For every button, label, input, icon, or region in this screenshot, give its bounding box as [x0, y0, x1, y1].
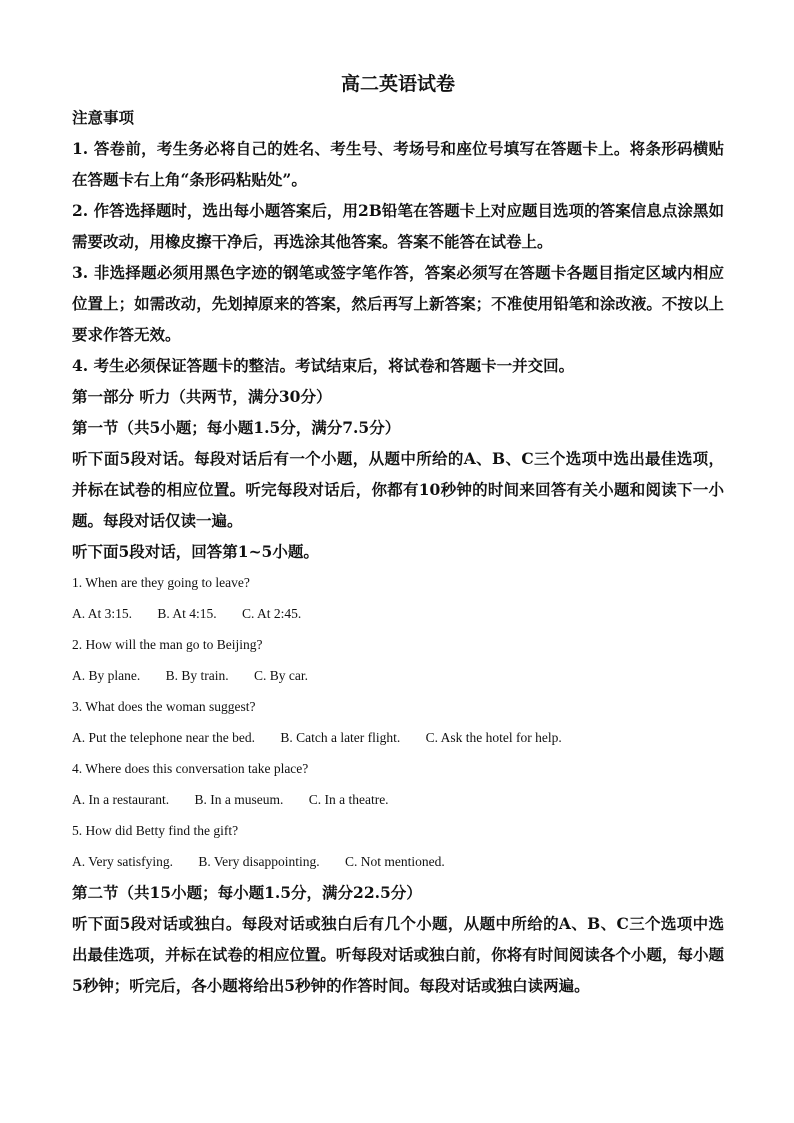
question-4: 4. Where does this conversation take place? — [72, 761, 309, 776]
section1-heading: 第一节（共5小题；每小题1.5分，满分7.5分） — [72, 418, 401, 437]
option-c: C. By car. — [254, 668, 308, 683]
section1-subheading: 听下面5段对话，回答第1~5小题。 — [72, 542, 319, 561]
notice-heading: 注意事项 — [72, 108, 135, 127]
option-a: A. In a restaurant. — [72, 792, 170, 807]
question-4-options — [72, 784, 724, 815]
question-5: 5. How did Betty find the gift? — [72, 823, 239, 838]
option-b: B. At 4:15. — [157, 606, 217, 621]
option-a: A. Very satisfying. — [72, 854, 173, 869]
question-1: 1. When are they going to leave? — [72, 575, 250, 590]
question-1-options — [72, 598, 724, 629]
section2-instructions: 听下面5段对话或独白。每段对话或独白后有几个小题，从题中所给的A、B、C三个选项中选出最佳选项，并标在试卷的相应位置。听每段对话或独白前，你将有时间阅读各个小题，每小题5秒钟；听完后，各小题将给出5秒钟的作答时间。每段对话或独白读两遍。 — [72, 914, 724, 995]
exam-page — [72, 66, 724, 1001]
option-a: A. Put the telephone near the bed. — [72, 730, 255, 745]
option-c: C. In a theatre. — [308, 792, 389, 807]
notice-item-2: 2. 作答选择题时，选出每小题答案后，用2B铅笔在答题卡上对应题目选项的答案信息点涂黑如需要改动，用橡皮擦干净后，再选涂其他答案。答案不能答在试卷上。 — [72, 201, 724, 251]
option-b: B. In a museum. — [194, 792, 284, 807]
question-5-options — [72, 846, 724, 877]
option-b: B. By train. — [165, 668, 229, 683]
option-b: B. Catch a later flight. — [280, 730, 401, 745]
option-b: B. Very disappointing. — [198, 854, 320, 869]
question-2-options — [72, 660, 724, 691]
notice-item-4: 4. 考生必须保证答题卡的整洁。考试结束后，将试卷和答题卡一并交回。 — [72, 356, 575, 375]
section2-heading: 第二节（共15小题；每小题1.5分，满分22.5分） — [72, 883, 422, 902]
question-3: 3. What does the woman suggest? — [72, 699, 256, 714]
part1-heading: 第一部分 听力（共两节，满分30分） — [72, 387, 332, 406]
notice-item-1: 1. 答卷前，考生务必将自己的姓名、考生号、考场号和座位号填写在答题卡上。将条形码横贴在答题卡右上角“条形码粘贴处”。 — [72, 139, 724, 189]
page-title: 高二英语试卷 — [340, 73, 455, 95]
option-a: A. By plane. — [72, 668, 141, 683]
section1-instructions: 听下面5段对话。每段对话后有一个小题，从题中所给的A、B、C三个选项中选出最佳选项，并标在试卷的相应位置。听完每段对话后，你都有10秒钟的时间来回答有关小题和阅读下一小题。每段对话仅读一遍。 — [72, 449, 724, 530]
question-3-options — [72, 722, 724, 753]
notice-item-3: 3. 非选择题必须用黑色字迹的钢笔或签字笔作答，答案必须写在答题卡各题目指定区域内相应位置上；如需改动，先划掉原来的答案，然后再写上新答案；不准使用铅笔和涂改液。不按以上要求作答无效。 — [72, 263, 724, 344]
option-c: C. At 2:45. — [242, 606, 302, 621]
option-a: A. At 3:15. — [72, 606, 133, 621]
option-c: C. Ask the hotel for help. — [425, 730, 562, 745]
option-c: C. Not mentioned. — [345, 854, 445, 869]
question-2: 2. How will the man go to Beijing? — [72, 637, 263, 652]
